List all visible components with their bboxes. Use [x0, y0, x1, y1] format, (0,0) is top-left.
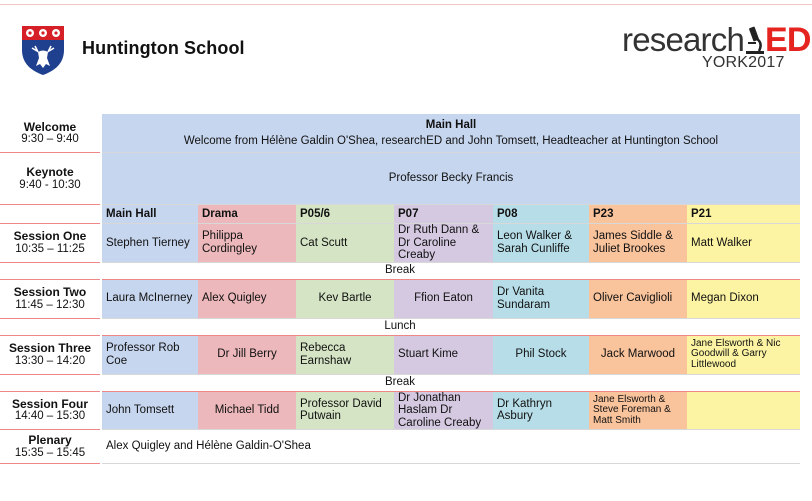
keynote-speaker: Professor Becky Francis — [101, 153, 800, 205]
session-label: Session One — [13, 229, 87, 244]
session-four-p08: Dr Kathryn Asbury — [493, 391, 589, 430]
session-two-p23: Oliver Caviglioli — [589, 279, 687, 318]
break-label: Break — [0, 262, 800, 279]
session-label: Session Two — [13, 285, 87, 299]
session-two-main-hall: Laura McInerney — [101, 279, 198, 318]
room-p23: P23 — [589, 205, 687, 224]
session-three-p05-6: Rebecca Earnshaw — [296, 335, 394, 374]
researched-year: YORK2017 — [702, 54, 785, 71]
room-p07: P07 — [394, 205, 493, 224]
session-three-label-cell — [0, 335, 101, 374]
session-two-p21: Megan Dixon — [687, 279, 800, 318]
welcome-text: Welcome from Hélène Galdin O'Shea, researchED and John Tomsett, Headteacher at Huntington School — [183, 135, 719, 147]
session-label: Session Three — [8, 341, 92, 355]
session-time: 11:45 – 12:30 — [15, 298, 85, 311]
keynote-row — [0, 153, 800, 205]
session-two-label-cell — [0, 279, 101, 318]
school-crest-logo — [20, 24, 66, 76]
plenary-label-cell — [0, 430, 101, 464]
session-one-p07: Dr Ruth Dann & Dr Caroline Creaby — [394, 224, 493, 263]
session-four-row — [0, 391, 800, 430]
room-drama: Drama — [198, 205, 296, 224]
welcome-cell — [101, 114, 800, 153]
session-one-p23: James Siddle & Juliet Brookes — [589, 224, 687, 263]
room-p21: P21 — [687, 205, 800, 224]
session-three-p08: Phil Stock — [493, 335, 589, 374]
session-four-p21 — [687, 391, 800, 430]
session-three-p21: Jane Elsworth & Nic Goodwill & Garry Littlewood — [687, 335, 800, 374]
session-one-main-hall: Stephen Tierney — [101, 224, 198, 263]
room-header-blank — [0, 205, 101, 224]
lunch-label: Lunch — [0, 318, 800, 335]
session-three-drama: Dr Jill Berry — [198, 335, 296, 374]
researched-logo — [622, 21, 811, 73]
session-one-p21: Matt Walker — [687, 224, 800, 263]
session-two-p08: Dr Vanita Sundaram — [493, 279, 589, 318]
session-four-main-hall: John Tomsett — [101, 391, 198, 430]
room-main-hall: Main Hall — [101, 205, 198, 224]
session-one-label-cell — [0, 224, 101, 263]
session-time: 10:35 – 11:25 — [15, 242, 85, 255]
page-header — [0, 0, 812, 108]
session-three-p07: Stuart Kime — [394, 335, 493, 374]
session-three-row — [0, 335, 800, 374]
keynote-time: 9:40 - 10:30 — [19, 178, 81, 191]
lunch-row — [0, 318, 800, 335]
session-four-p05-6: Professor David Putwain — [296, 391, 394, 430]
school-name: Huntington School — [82, 38, 245, 58]
session-two-drama: Alex Quigley — [198, 279, 296, 318]
welcome-label: Welcome — [23, 119, 77, 134]
keynote-label-cell — [0, 153, 101, 205]
welcome-time: 9:30 – 9:40 — [21, 133, 79, 145]
room-header-row — [0, 205, 800, 224]
welcome-row — [0, 114, 800, 153]
session-two-p05-6: Kev Bartle — [296, 279, 394, 318]
break-label: Break — [0, 374, 800, 391]
plenary-row — [0, 430, 800, 464]
session-one-p08: Leon Walker & Sarah Cunliffe — [493, 224, 589, 263]
keynote-label: Keynote — [26, 165, 74, 179]
session-one-p05-6: Cat Scutt — [296, 224, 394, 263]
session-four-drama: Michael Tidd — [198, 391, 296, 430]
session-two-row — [0, 279, 800, 318]
session-three-main-hall: Professor Rob Coe — [101, 335, 198, 374]
room-p08: P08 — [493, 205, 589, 224]
room-p05-6: P05/6 — [296, 205, 394, 224]
researched-wordmark: research ED — [622, 21, 811, 59]
session-label: Session Four — [11, 396, 88, 411]
welcome-label-cell — [0, 114, 101, 153]
session-three-p23: Jack Marwood — [589, 335, 687, 374]
session-time: 14:40 – 15:30 — [14, 410, 86, 423]
session-time: 13:30 – 14:20 — [14, 354, 86, 367]
microscope-icon — [743, 25, 765, 55]
plenary-label: Plenary — [28, 433, 72, 447]
session-four-p07: Dr Jonathan Haslam Dr Caroline Creaby — [394, 391, 493, 430]
plenary-time: 15:35 – 15:45 — [14, 446, 86, 459]
session-four-label-cell — [0, 391, 101, 430]
session-one-drama: Philippa Cordingley — [198, 224, 296, 263]
break-row-2 — [0, 374, 800, 391]
break-row-1 — [0, 262, 800, 279]
welcome-venue: Main Hall — [425, 118, 477, 131]
plenary-text: Alex Quigley and Hélène Galdin-O'Shea — [101, 430, 800, 464]
session-one-row — [0, 224, 800, 263]
session-two-p07: Ffion Eaton — [394, 279, 493, 318]
timetable — [0, 114, 800, 464]
session-four-p23: Jane Elsworth & Steve Foreman & Matt Smith — [589, 391, 687, 430]
